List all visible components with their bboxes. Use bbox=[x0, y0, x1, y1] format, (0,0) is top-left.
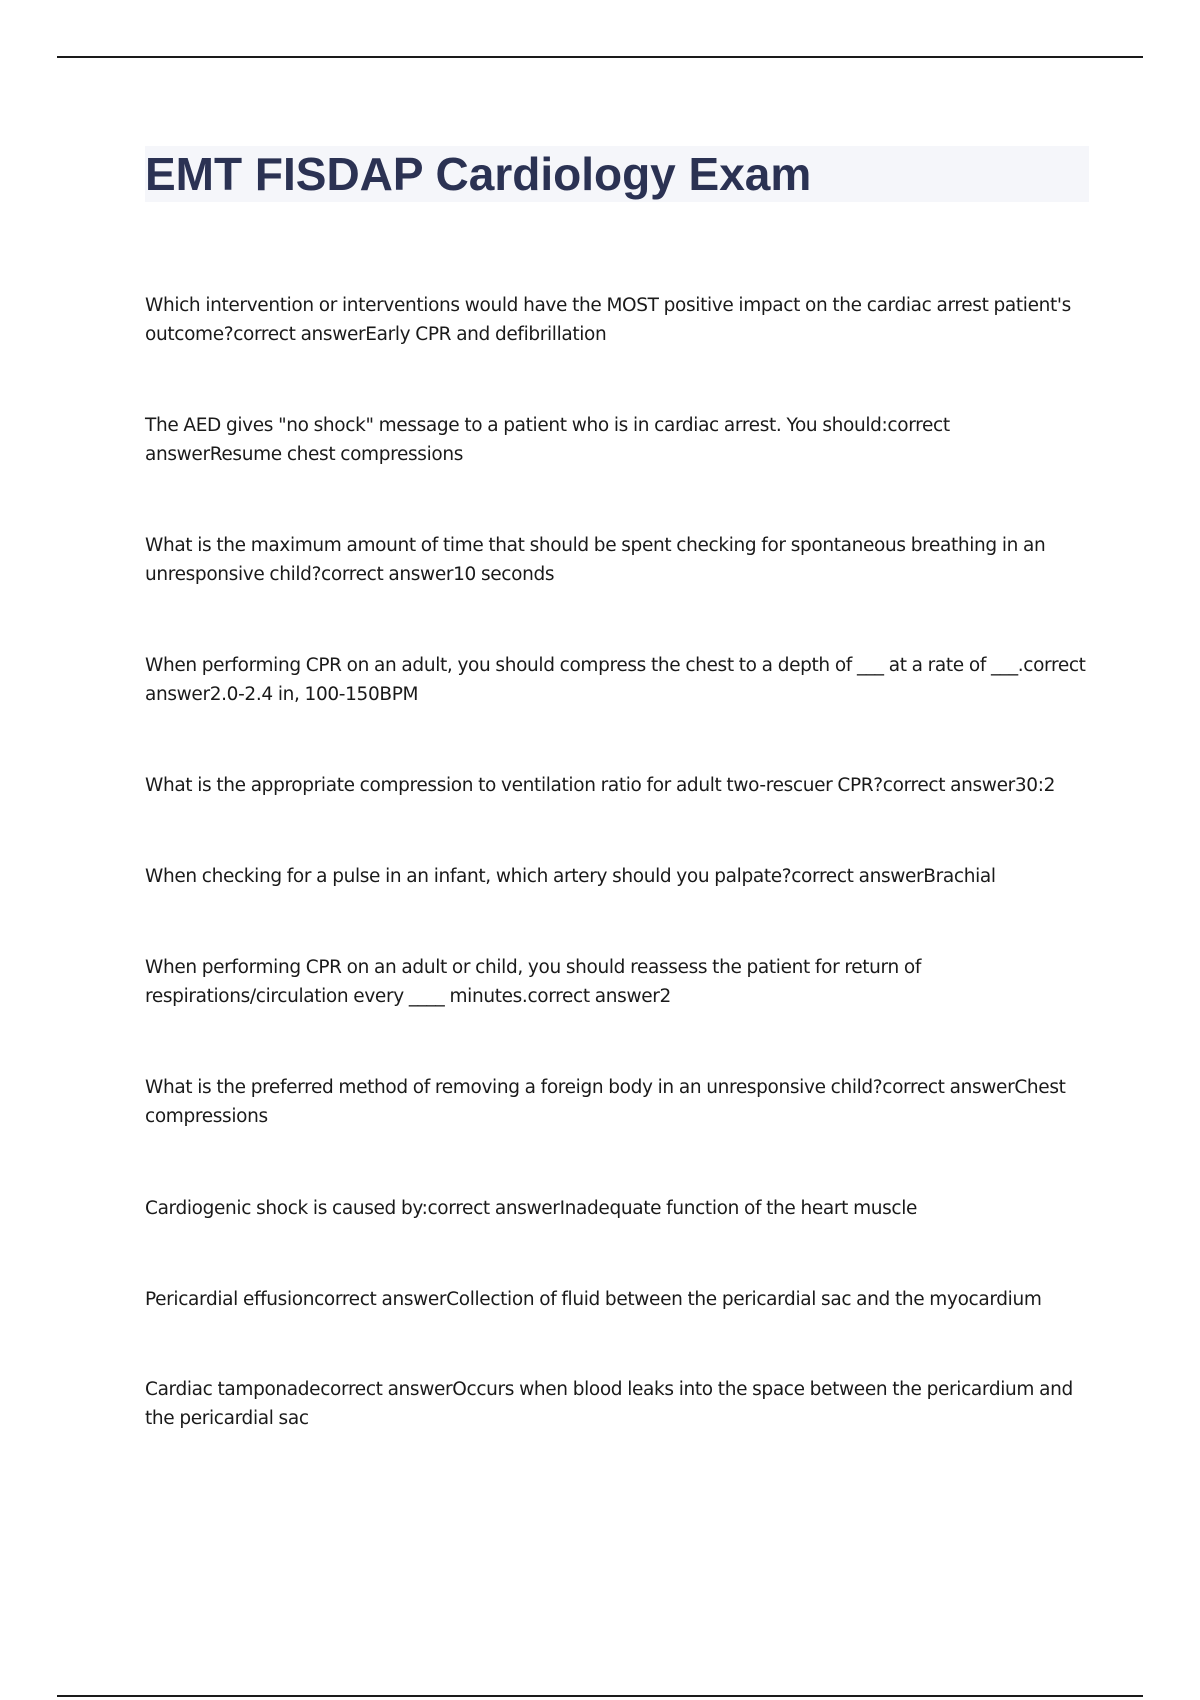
question-answer-5: What is the appropriate compression to ventilation ratio for adult two-rescuer CPR?correct answer30:2 bbox=[145, 775, 1056, 796]
question-answer-11: Cardiac tamponadecorrect answerOccurs when blood leaks into the space between the pericardium and the pericardial sac bbox=[145, 1379, 1073, 1429]
question-answer-10: Pericardial effusioncorrect answerCollection of fluid between the pericardial sac and the myocardium bbox=[145, 1289, 1042, 1310]
question-answer-9: Cardiogenic shock is caused by:correct answerInadequate function of the heart muscle bbox=[145, 1198, 918, 1219]
document-title: EMT FISDAP Cardiology Exam bbox=[145, 148, 812, 200]
question-answer-3: What is the maximum amount of time that should be spent checking for spontaneous breathing in an unresponsive child?correct answer10 seconds bbox=[145, 535, 1046, 585]
bottom-divider bbox=[57, 1695, 1143, 1697]
question-answer-2: The AED gives "no shock" message to a patient who is in cardiac arrest. You should:correct answerResume chest compressions bbox=[145, 415, 950, 465]
question-answer-4: When performing CPR on an adult, you should compress the chest to a depth of ___ at a rate of ___.correct answer2.0-2.4 in, 100-150BPM bbox=[145, 655, 1086, 705]
title-banner bbox=[145, 146, 1089, 202]
top-divider bbox=[57, 56, 1143, 58]
question-answer-6: When checking for a pulse in an infant, which artery should you palpate?correct answerBrachial bbox=[145, 866, 996, 887]
question-answer-7: When performing CPR on an adult or child, you should reassess the patient for return of respirations/circulation every ____ minutes.correct answer2 bbox=[145, 957, 921, 1007]
question-answer-1: Which intervention or interventions would have the MOST positive impact on the cardiac arrest patient's outcome?correct answerEarly CPR and defibrillation bbox=[145, 295, 1071, 345]
question-answer-8: What is the preferred method of removing a foreign body in an unresponsive child?correct answerChest compressions bbox=[145, 1077, 1066, 1127]
